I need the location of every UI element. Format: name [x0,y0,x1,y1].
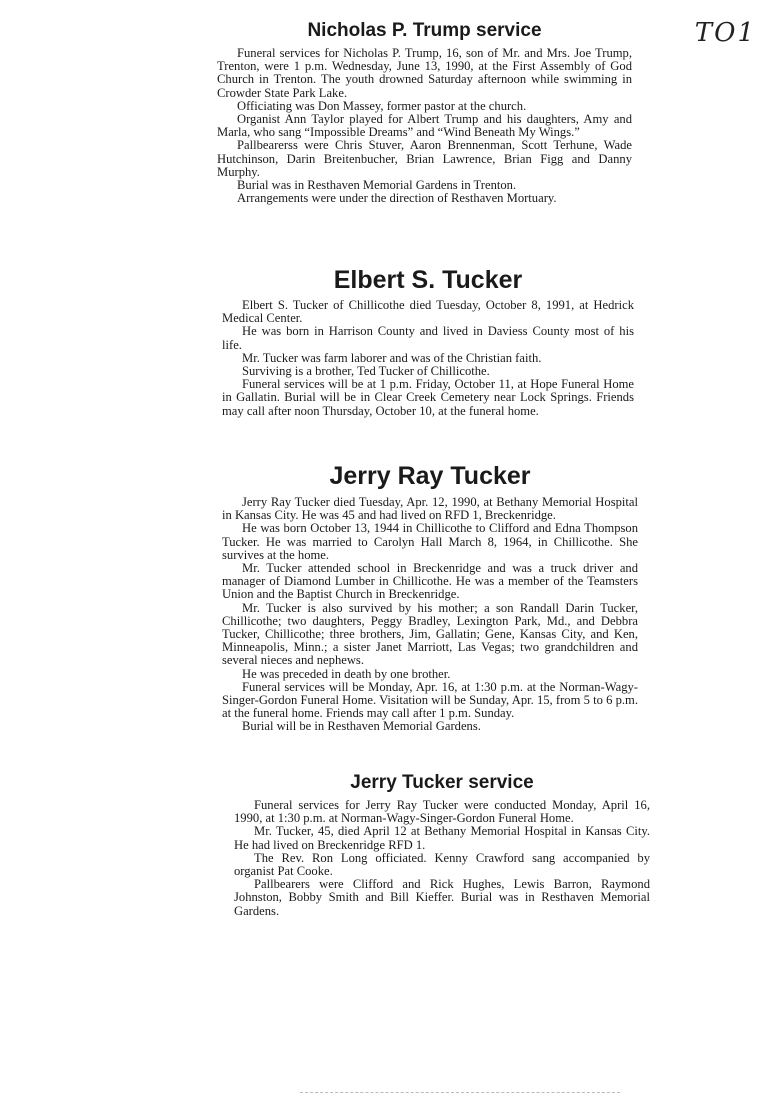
paragraph: He was born October 13, 1944 in Chillicothe to Clifford and Edna Thompson Tucker. He was married to Carolyn Hall March 8, 1964, in Chillicothe. She survives at the home. [222,521,638,562]
paragraph: Elbert S. Tucker of Chillicothe died Tuesday, October 8, 1991, at Hedrick Medical Center. [222,298,634,326]
clipping-body [234,799,650,918]
clipping-body [217,47,632,205]
paragraph: Pallbearers were Clifford and Rick Hughes, Lewis Barron, Raymond Johnston, Bobby Smith and Bill Kieffer. Burial was in Resthaven Memorial Gardens. [234,877,650,918]
paragraph: Pallbearerss were Chris Stuver, Aaron Brennenman, Scott Terhune, Wade Hutchinson, Darin Breitenbucher, Brian Lawrence, Brian Figg and Danny Murphy. [217,138,632,179]
paragraph: He was born in Harrison County and lived in Daviess County most of his life. [222,324,634,352]
paragraph: Mr. Tucker attended school in Breckenridge and was a truck driver and manager of Diamond Lumber in Chillicothe. He was a member of the Teamsters Union and the Baptist Church in Breckenridge. [222,561,638,602]
clipping-title: Nicholas P. Trump service [307,20,542,41]
paragraph: The Rev. Ron Long officiated. Kenny Crawford sang accompanied by organist Pat Cooke. [234,850,650,879]
paragraph: Funeral services will be Monday, Apr. 16, at 1:30 p.m. at the Norman-Wagy-Singer-Gordon Funeral Home. Visitation will be Sunday, Apr. 15, from 5 to 6 p.m. at the funeral home. Friends may call after 1 p.m. Sunday. [222,679,638,721]
paragraph: Funeral services for Jerry Ray Tucker were conducted Monday, April 16, 1990, at 1:30 p.m. at Norman-Wagy-Singer-Gordon Funeral Home. [234,798,650,826]
paragraph: Burial will be in Resthaven Memorial Gardens. [242,719,481,734]
clipping-title: Elbert S. Tucker [333,266,523,294]
clipping-title: Jerry Ray Tucker [329,462,531,490]
handwritten-mark: TO1 [694,18,756,48]
obituary-jerry-ray-tucker [222,462,638,734]
paragraph: Arrangements were under the direction of Resthaven Mortuary. [237,191,557,206]
obituary-jerry-tucker-service [234,772,650,918]
paragraph: Surviving is a brother, Ted Tucker of Chillicothe. [242,364,490,379]
paragraph: Mr. Tucker is also survived by his mother; a son Randall Darin Tucker, Chillicothe; two daughters, Peggy Bradley, Lexington Park, Md., and Debbra Tucker, Chillicothe; three brothers, Jim, Gallatin; Gene, Kansas City, and Ken, Minneapolis, Minn.; a sister Janet Marriott, Las Vegas; two grandchildren and several nieces and nephews. [222,600,638,668]
paragraph: Mr. Tucker, 45, died April 12 at Bethany Memorial Hospital in Kansas City. He had lived on Breckenridge RFD 1. [234,824,650,852]
paragraph: Officiating was Don Massey, former pastor at the church. [237,98,527,113]
obituary-elbert-tucker [222,266,634,418]
paragraph: Jerry Ray Tucker died Tuesday, Apr. 12, 1990, at Bethany Memorial Hospital in Kansas City. He was 45 and had lived on RFD 1, Breckenridge. [222,495,638,523]
paragraph: Funeral services will be at 1 p.m. Friday, October 11, at Hope Funeral Home in Gallatin. Burial will be in Clear Creek Cemetery near Lock Springs. Friends may call after noon Thursday, October 10, at the funeral home. [222,377,634,418]
paragraph: Organist Ann Taylor played for Albert Trump and his daughters, Amy and Marla, who sang “Impossible Dreams” and “Wind Beneath My Wings.” [217,112,632,140]
paragraph: Funeral services for Nicholas P. Trump, 16, son of Mr. and Mrs. Joe Trump, Trenton, were 1 p.m. Wednesday, June 13, 1990, at the First Assembly of God Church in Trenton. The youth drowned Saturday afternoon while swimming in Crowder State Park Lake. [217,46,632,100]
clipping-title: Jerry Tucker service [350,772,534,793]
clipping-body [222,299,634,418]
clipping-body [222,496,638,734]
paragraph: Mr. Tucker was farm laborer and was of the Christian faith. [242,350,542,365]
obituary-nicholas-trump [217,20,632,205]
scan-edge-divider [300,1092,620,1094]
paragraph: He was preceded in death by one brother. [242,666,451,681]
paragraph: Burial was in Resthaven Memorial Gardens in Trenton. [237,178,517,193]
